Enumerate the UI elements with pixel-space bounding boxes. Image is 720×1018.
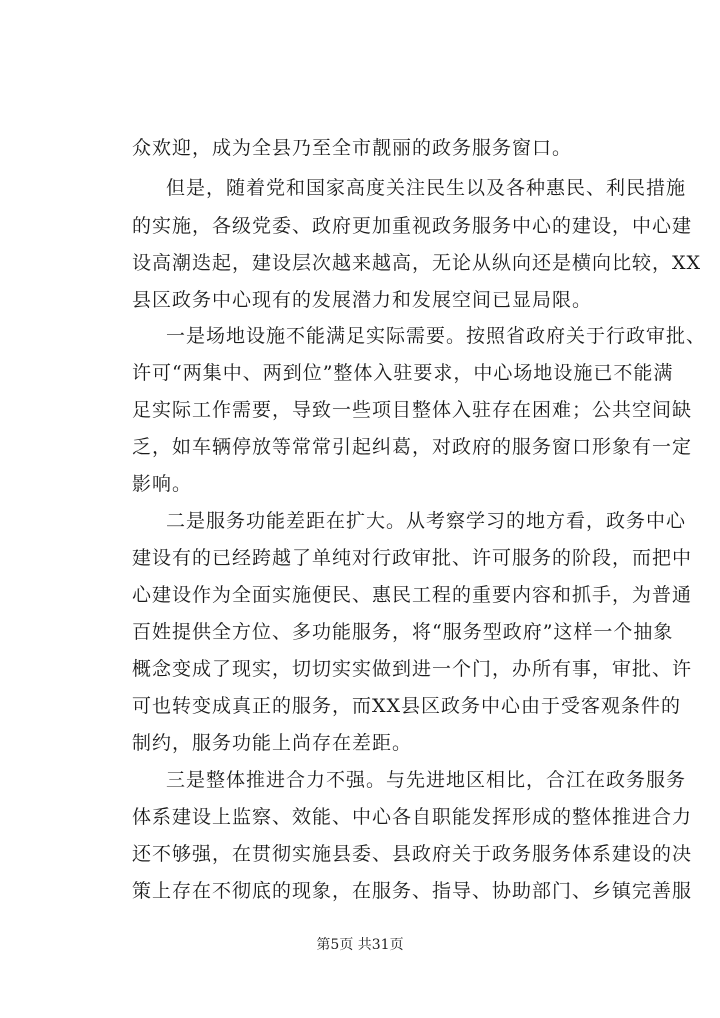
text-line: 百姓提供全方位、多功能服务，将“服务型政府”这样一个抽象 (132, 621, 674, 643)
text-line: 策上存在不彻底的现象，在服务、指导、协助部门、乡镇完善服 (132, 880, 693, 902)
paragraph-start-line: 一是场地设施不能满足实际需要。按照省政府关于行政审批、 (166, 325, 707, 347)
text-line: 心建设作为全面实施便民、惠民工程的重要内容和抓手，为普通 (132, 584, 693, 606)
text-line: 设高潮迭起，建设层次越来越高，无论从纵向还是横向比较，XX (132, 252, 702, 274)
paragraph-start-line: 但是，随着党和国家高度关注民生以及各种惠民、利民措施 (166, 177, 687, 199)
text-line: 乏，如车辆停放等常常引起纠葛，对政府的服务窗口形象有一定 (132, 436, 693, 458)
text-line: 足实际工作需要，导致一些项目整体入驻存在困难；公共空间缺 (132, 399, 693, 421)
text-line: 的实施，各级党委、政府更加重视政务服务中心的建设，中心建 (132, 215, 693, 237)
text-line: 可也转变成真正的服务，而XX县区政务中心由于受客观条件的 (132, 695, 682, 717)
paragraph-start-line: 二是服务功能差距在扩大。从考察学习的地方看，政务中心 (166, 510, 687, 532)
page-number-footer: 第5页 共31页 (316, 937, 404, 953)
paragraph-start-line: 三是整体推进合力不强。与先进地区相比，合江在政务服务 (166, 769, 687, 791)
text-line: 概念变成了现实，切切实实做到进一个门，办所有事，审批、许 (132, 658, 693, 680)
text-line: 建设有的已经跨越了单纯对行政审批、许可服务的阶段，而把中 (132, 547, 693, 569)
text-line: 众欢迎，成为全县乃至全市靓丽的政务服务窗口。 (132, 137, 573, 159)
text-line: 县区政务中心现有的发展潜力和发展空间已显局限。 (132, 289, 593, 311)
text-line: 许可“两集中、两到位”整体入驻要求，中心场地设施已不能满 (132, 362, 674, 384)
text-line: 体系建设上监察、效能、中心各自职能发挥形成的整体推进合力 (132, 806, 693, 828)
text-line: 制约，服务功能上尚存在差距。 (132, 732, 413, 754)
text-line: 影响。 (132, 473, 193, 495)
text-line: 还不够强，在贯彻实施县委、县政府关于政务服务体系建设的决 (132, 843, 693, 865)
